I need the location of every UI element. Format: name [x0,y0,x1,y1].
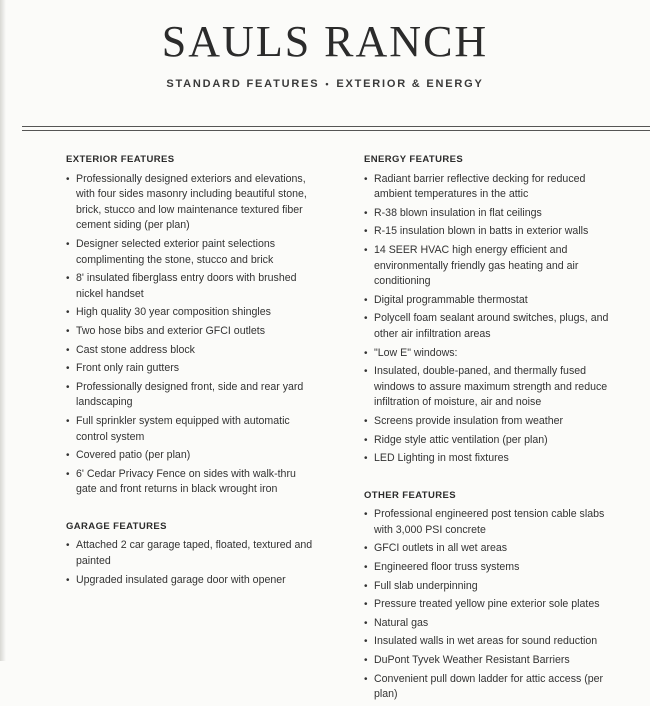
bullet-icon: • [66,415,70,427]
bullet-icon: • [364,415,368,427]
bullet-icon: • [364,543,368,555]
list-item-text: Full slab underpinning [374,579,478,592]
bullet-icon: • [364,599,368,611]
energy-features-list [364,172,624,467]
list-item [66,538,316,569]
list-item [364,346,624,362]
bullet-icon: • [66,238,70,250]
subtitle-right: EXTERIOR & ENERGY [336,78,484,90]
bullet-icon: • [364,434,368,446]
list-item-text: Polycell foam sealant around switches, plugs, and other air infiltration areas [374,312,609,340]
list-item [364,507,624,538]
list-item [364,560,624,576]
right-column [364,152,624,706]
header-rule-bottom [22,130,650,131]
list-item [66,172,316,234]
list-item-text: Natural gas [374,616,429,629]
list-item-text: Cast stone address block [76,343,195,356]
other-features-heading: OTHER FEATURES [364,489,456,501]
bullet-icon: • [66,381,70,393]
list-item [364,541,624,557]
list-item-text: Attached 2 car garage taped, floated, textured and painted [76,539,313,568]
list-item [364,451,624,467]
list-item [66,414,316,445]
bullet-icon: • [66,325,70,337]
list-item-text: Covered patio (per plan) [76,449,191,462]
bullet-icon: • [66,307,70,319]
list-item [364,616,624,632]
list-item [66,467,316,498]
bullet-icon: • [364,580,368,592]
list-item-text: Pressure treated yellow pine exterior sole plates [374,598,600,611]
list-item-text: Engineered floor truss systems [374,561,520,574]
list-item-text: LED Lighting in most fixtures [374,452,509,465]
garage-features-list [66,538,316,588]
bullet-icon: • [66,450,70,462]
bullet-icon: • [364,636,368,648]
list-item-text: Insulated walls in wet areas for sound reduction [374,635,598,648]
list-item [66,573,316,589]
bullet-icon: • [66,344,70,356]
bullet-icon: • [66,574,70,586]
list-item-text: GFCI outlets in all wet areas [374,542,508,555]
list-item [364,433,624,449]
list-item [66,237,316,268]
list-item-text: Full sprinkler system equipped with automatic control system [76,414,290,443]
bullet-icon: • [364,509,368,521]
other-features-list [364,507,624,703]
list-item [364,293,624,309]
bullet-icon: • [364,294,368,306]
bullet-icon: • [364,313,368,325]
list-item [364,579,624,595]
bullet-icon: • [364,673,368,685]
bullet-icon: • [364,617,368,629]
list-item-text: High quality 30 year composition shingles [76,306,271,319]
bullet-icon: • [66,540,70,552]
list-item-text: Professional engineered post tension cable slabs with 3,000 PSI concrete [374,508,605,536]
list-item-text: Two hose bibs and exterior GFCI outlets [76,324,266,337]
list-item [66,324,316,340]
list-item-text: Professionally designed exteriors and elevations, with four sides masonry including beautiful stone, brick, stucco and low maintenance textured fiber cement siding (per plan) [76,172,307,232]
list-item-text: Convenient pull down ladder for attic access (per plan) [374,672,604,701]
list-item-text: Designer selected exterior paint selections complimenting the stone, stucco and brick [76,237,276,266]
list-item-text: Digital programmable thermostat [374,293,528,306]
list-item-text: Screens provide insulation from weather [374,414,564,427]
page-edge-shadow [0,0,6,661]
list-item [364,364,624,411]
list-item [66,380,316,411]
list-item [364,224,624,240]
list-item [364,414,624,430]
list-item [364,634,624,650]
energy-features-heading: ENERGY FEATURES [364,154,464,165]
list-item-text: R-15 insulation blown in batts in exterior walls [374,225,589,238]
bullet-icon: • [364,347,368,359]
list-item-text: "Low E" windows: [374,346,458,359]
bullet-icon: • [66,363,70,375]
garage-features-heading: GARAGE FEATURES [66,520,167,532]
list-item-text: Insulated, double-paned, and thermally fused windows to assure maximum strength and reduce infiltration of moisture, air and noise [374,365,608,409]
list-item-text: DuPont Tyvek Weather Resistant Barriers [374,654,570,667]
list-item-text: Front only rain gutters [76,362,180,375]
list-item-text: R-38 blown insulation in flat ceilings [374,206,542,219]
page-title: SAULS RANCH [161,17,489,66]
list-item [66,271,316,302]
list-item [364,243,624,290]
bullet-icon: • [364,244,368,256]
bullet-icon: • [364,207,368,219]
bullet-icon: • [66,468,70,480]
header-rule-top [22,126,650,127]
list-item [364,672,624,703]
list-item-text: 6' Cedar Privacy Fence on sides with walk-thru gate and front returns in black wrought iron [76,467,296,496]
bullet-icon: • [364,366,368,378]
list-item [364,311,624,342]
list-item [364,597,624,613]
list-item-text: 8' insulated fiberglass entry doors with brushed nickel handset [76,272,297,300]
list-item-text: 14 SEER HVAC high energy efficient and environmentally friendly gas heating and air conditioning [374,243,579,288]
bullet-icon: • [364,173,368,185]
list-item [66,361,316,377]
bullet-icon: • [364,453,368,465]
page-subtitle [0,78,650,90]
left-column [66,152,316,591]
list-item [364,206,624,222]
list-item-text: Ridge style attic ventilation (per plan) [374,433,548,446]
exterior-features-list [66,172,316,498]
subtitle-separator: • [325,79,331,89]
bullet-icon: • [364,226,368,238]
exterior-features-heading: EXTERIOR FEATURES [66,154,175,165]
list-item [66,448,316,464]
list-item-text: Professionally designed front, side and rear yard landscaping [76,380,304,409]
bullet-icon: • [66,173,70,185]
list-item-text: Upgraded insulated garage door with opener [76,573,286,586]
list-item [66,343,316,359]
subtitle-left: STANDARD FEATURES [166,78,320,90]
bullet-icon: • [66,273,70,285]
list-item [364,172,624,203]
bullet-icon: • [364,655,368,667]
list-item [66,305,316,321]
list-item-text: Radiant barrier reflective decking for reduced ambient temperatures in the attic [374,172,586,201]
bullet-icon: • [364,562,368,574]
